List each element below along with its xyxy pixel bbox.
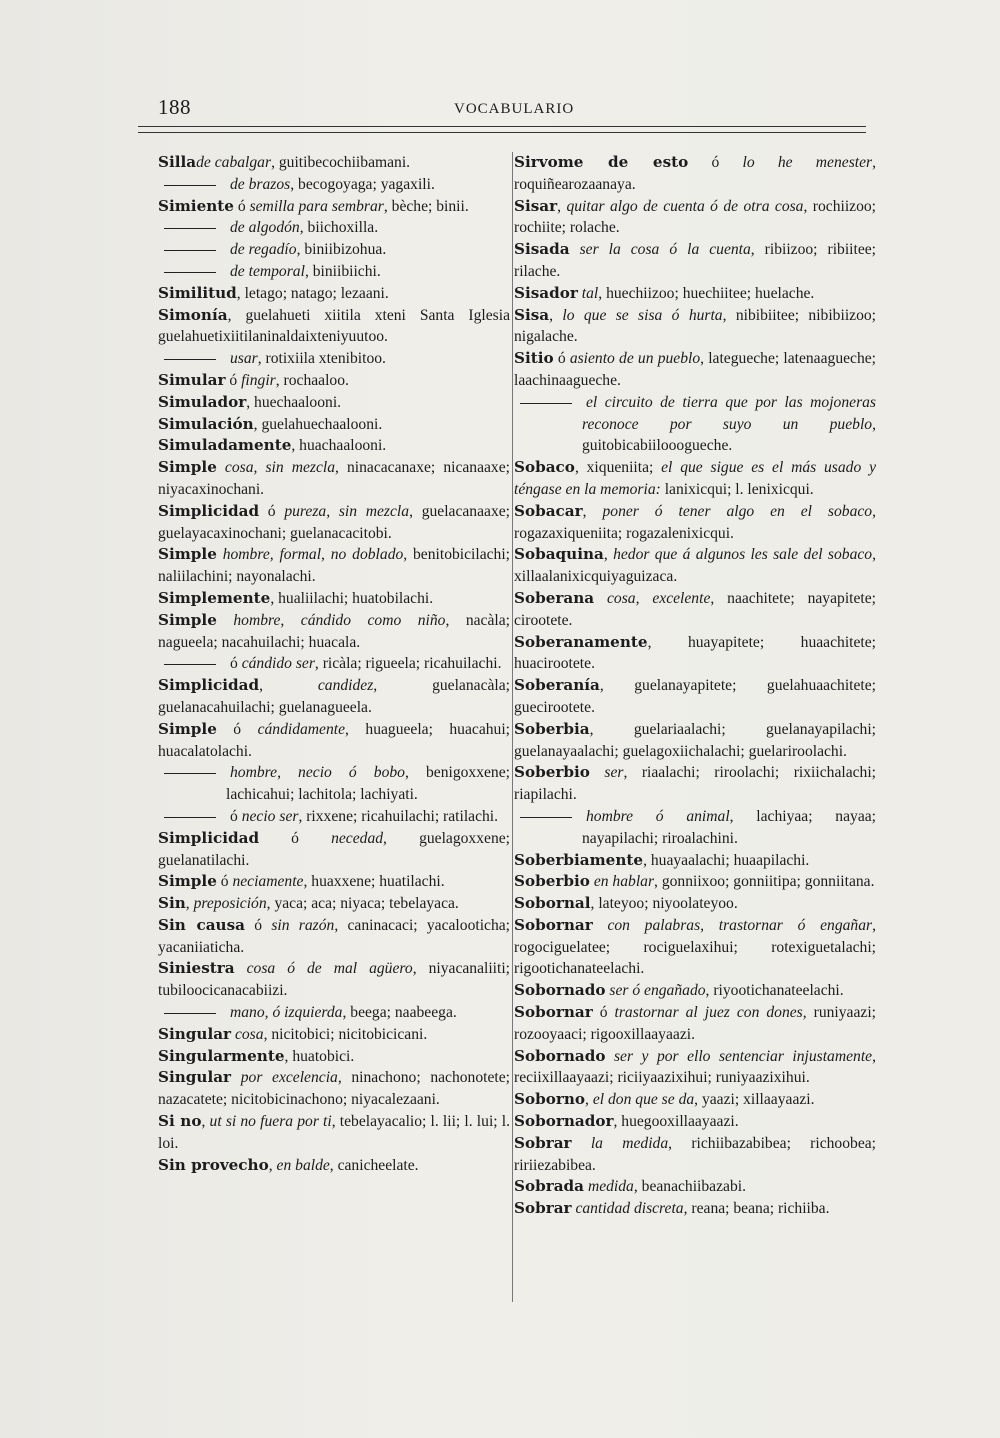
sub-entry [158,239,510,261]
dictionary-entry [514,544,876,588]
definition-text: , ribiizoo; ribiitee; rilache. [514,241,876,280]
header-rule-double [138,132,866,133]
italic-gloss: ut si no fuera por ti [209,1113,332,1131]
headword: Simplicidad [158,676,260,695]
headword: Simple [158,545,217,564]
dictionary-entry [514,1176,876,1198]
dictionary-entry [158,828,510,872]
italic-gloss: en hablar [593,873,655,891]
definition-text: , guitobicabiilooogueche. [582,415,876,455]
italic-gloss: tal [581,284,599,302]
definition-text: , xillaalanixicquiyaguizaca. [514,546,876,586]
italic-gloss: cantidad discreta [575,1200,684,1218]
definition-text: , bèche; binii. [383,197,469,215]
definition-text: , [603,546,614,564]
definition-text: , beega; naabeega. [342,1004,457,1022]
definition-text: , benitobicilachi; naliilachini; nayonalachi. [158,546,511,586]
italic-gloss: con palabras, trastornar ó engañar [607,916,873,934]
definition-text: , becogoyaga; yagaxili. [290,175,435,193]
italic-gloss: hombre, cándido como niño [233,611,446,629]
definition-text: lanixicqui; l. lenixicqui. [660,480,814,498]
header-rule [138,126,866,127]
definition-text: ó [259,502,285,520]
headword: Sin [158,894,186,913]
italic-gloss: hedor que á algunos les sale del sobaco [613,546,873,564]
headword: Sisada [514,240,570,259]
dictionary-entry [158,283,510,305]
dictionary-entry [158,370,510,392]
headword: Soberbia [514,719,590,738]
italic-gloss: mano, ó izquierda [230,1004,343,1022]
definition-text: , huagueela; huacahui; huacalatolachi. [158,720,510,760]
italic-gloss: cosa ó de mal agüero [246,960,413,978]
definition-text: , lachiyaa; nayaa; nayapilachi; riroalachini. [582,807,876,847]
definition-text: , riaalachi; riroolachi; rixiichalachi; riapilachi. [514,764,876,804]
dictionary-entry [514,1089,876,1111]
definition-text: , huachaalooni. [291,437,387,455]
definition-text: , guelagoxxene; guelanatilachi. [158,829,510,869]
italic-gloss: pureza, sin mezcla [284,502,410,520]
definition-text: , [557,197,567,215]
definition-text: ó [225,371,242,389]
headword: Sobornado [514,1046,606,1065]
headword: Sobornal [514,894,591,913]
sub-entry [158,806,510,828]
italic-gloss: medida [587,1178,634,1196]
headword: Silla [158,153,197,171]
definition-text: , riyootichanateelachi. [705,982,844,1000]
definition-text: , huechaalooni. [246,393,342,411]
italic-gloss: semilla para sembrar [249,197,384,215]
sub-entry [158,762,510,806]
dictionary-entry [158,544,510,588]
headword: Sobaco [514,458,575,477]
italic-gloss: candidez [317,677,374,695]
ditto-dash [164,359,216,360]
dictionary-entry [514,1111,876,1133]
headword: Singular [158,1068,232,1087]
dictionary-entry [158,435,510,457]
definition-text: , runiyaazi; rozooyaaci; rigooxillaayaazi. [514,1004,876,1043]
definition-text [217,459,225,476]
headword: Sirvome de esto [514,153,689,171]
definition-text: , guitibecochiibamani. [271,154,411,171]
italic-gloss: de regadío [230,241,297,259]
italic-gloss: en balde [276,1156,330,1174]
definition-text: , [549,306,563,324]
headword: Simplicidad [158,501,260,520]
italic-gloss: de algodón [230,219,300,237]
ditto-dash [520,817,572,818]
definition-text: ó [244,916,272,934]
headword: Sobrar [514,1133,572,1152]
headword: Similitud [158,283,237,302]
definition-text [572,1135,591,1152]
sub-entry [158,1002,510,1024]
italic-gloss: quitar algo de cuenta ó de otra cosa [566,197,804,215]
sub-entry [514,806,876,850]
headword: Sobornado [514,981,606,1000]
sub-entry [514,392,876,457]
italic-gloss: por excelencia [240,1069,338,1087]
definition-text [235,960,247,977]
definition-text: , canicheelate. [329,1156,419,1174]
headword: Soberanía [514,676,600,695]
dictionary-entry [158,588,510,610]
definition-text: ó [688,154,743,171]
definition-text: ó [230,655,242,673]
definition-text: , rochaaloo. [275,371,349,389]
italic-gloss: necedad [331,829,384,847]
definition-text: , guelacanaaxe; guelayacaxinochani; guelanacacitobi. [158,502,510,542]
running-title: VOCABULARIO [454,101,575,117]
dictionary-entry [158,719,510,763]
dictionary-entry [158,392,510,414]
dictionary-entry [158,501,510,545]
dictionary-entry [158,1024,510,1046]
dictionary-entry [514,1002,876,1046]
definition-text [217,612,233,629]
ditto-dash [164,1013,216,1014]
dictionary-entry [158,414,510,436]
definition-text [605,1048,614,1065]
headword: Singularmente [158,1046,285,1065]
headword: Soberanamente [514,632,648,651]
definition-text: ó [216,873,233,891]
dictionary-entry [158,152,510,174]
headword: Soborno [514,1090,586,1109]
dictionary-entry [514,283,876,305]
dictionary-entry [514,152,876,196]
definition-text: , reana; beana; richiiba. [683,1200,830,1218]
definition-text: , tebelayacalio; l. lii; l. lui; l. loi. [158,1113,510,1152]
definition-text: , reciixillaayaazi; riciiyaazixihui; runiyaazixihui. [514,1047,876,1087]
italic-gloss: de temporal [230,262,305,280]
headword: Simonía [158,305,228,324]
dictionary-entry [514,675,876,719]
italic-gloss: cosa, sin mezcla [224,459,336,477]
definition-text: ó [553,350,570,368]
headword: Sisar [514,196,558,215]
sub-entry [158,653,510,675]
headword: Sin causa [158,915,245,934]
definition-text: , ricàla; rigueela; ricahuilachi. [314,655,502,673]
dictionary-entry [514,457,876,501]
definition-text: , rochiizoo; rochiite; rolache. [514,197,877,237]
italic-gloss: lo he menester [742,154,873,171]
definition-text: , nibibiitee; nibibiizoo; nigalache. [514,306,876,346]
definition-text: , yaca; aca; niyaca; tebelayaca. [266,895,459,913]
ditto-dash [164,773,216,774]
italic-gloss: cándido ser [241,655,315,673]
headword: Sobornar [514,915,593,934]
dictionary-entry [158,675,510,719]
dictionary-entry [158,1155,510,1177]
italic-gloss: ser ó engañado [609,982,706,1000]
ditto-dash [164,228,216,229]
definition-text: , guelanayapitete; guelahuaachitete; guecirootete. [514,677,876,716]
definition-text: , biniibiichi. [304,262,381,280]
headword: Sobrada [514,1177,585,1196]
ditto-dash [164,817,216,818]
italic-gloss: asiento de un pueblo [569,350,701,368]
definition-text: , huayaalachi; huaapilachi. [643,851,810,869]
headword: Singular [158,1024,232,1043]
headword: Simulación [158,414,254,433]
definition-text: , [268,1156,277,1174]
ditto-dash [164,272,216,273]
dictionary-entry [514,348,876,392]
definition-text [231,1069,241,1086]
dictionary-entry [158,893,510,915]
definition-text [570,241,580,258]
definition-text: , huegooxillaayaazi. [613,1113,739,1131]
definition-text: ó [592,1004,615,1022]
definition-text [593,917,608,934]
definition-text: , xiqueniita; [574,459,662,477]
definition-text: , nicitobici; nicitobicicani. [263,1025,428,1043]
definition-text: , benigoxxene; lachicahui; lachitola; lachiyati. [226,764,510,804]
dictionary-entry [514,196,876,240]
ditto-dash [164,664,216,665]
definition-text: , huayapitete; huaachitete; huacirootete. [514,633,876,673]
headword: Sobornar [514,1003,593,1022]
definition-text: , roquiñearozaanaya. [514,154,876,193]
definition-text: , biniibizohua. [296,241,387,259]
italic-gloss: de brazos [230,175,291,193]
italic-gloss: cosa, excelente [607,589,711,607]
definition-text: , [582,502,603,520]
definition-text: , hualiilachi; huatobilachi. [270,589,434,607]
headword: Soberbio [514,872,590,891]
headword: Simple [158,610,217,629]
dictionary-entry [158,871,510,893]
definition-text: ó [233,197,250,215]
italic-gloss: el circuito de tierra que por las mojoneras reconoce por suyo un pueblo [582,393,876,433]
dictionary-entry [158,1111,510,1155]
definition-text: , yaazi; xillaayaazi. [694,1091,815,1109]
headword: Sin provecho [158,1155,269,1174]
dictionary-entry [158,1067,510,1111]
definition-text: , lategueche; latenaagueche; laachinaagueche. [514,350,877,389]
dictionary-entry [514,1046,876,1090]
left-column [158,152,510,1176]
headword: Simiente [158,196,234,215]
dictionary-entry [514,632,876,676]
italic-gloss: ser [604,764,624,782]
definition-text: , guelahuechaalooni. [253,415,383,433]
dictionary-entry [514,1198,876,1220]
sub-entry [158,217,510,239]
definition-text: , guelariaalachi; guelanayapilachi; guelanayaalachi; guelagoxiichalachi; guelariroolachi. [514,720,876,760]
italic-gloss: neciamente [232,873,304,891]
sub-entry [158,348,510,370]
definition-text: , rotixiila xtenibitoo. [257,350,386,368]
italic-gloss: preposición [193,895,267,913]
ditto-dash [164,185,216,186]
page-header [158,95,868,125]
dictionary-entry [158,305,510,349]
italic-gloss: el que sigue es el más usado y téngase en la memoria: [514,459,876,498]
dictionary-entry [514,719,876,763]
dictionary-entry [158,915,510,959]
dictionary-entry [514,893,876,915]
italic-gloss: ser la cosa ó la cuenta [579,241,751,259]
headword: Soberana [514,588,595,607]
italic-gloss: cándidamente [257,720,346,738]
headword: Sobacar [514,501,583,520]
definition-text: , ninachono; nachonotete; nazacatete; nicitobicinachono; niyacalezaani. [158,1069,510,1109]
definition-text: , gonniixoo; gonniitipa; gonniitana. [654,873,875,891]
headword: Sisador [514,283,578,302]
italic-gloss: la medida [590,1134,669,1152]
headword: Siniestra [158,959,235,978]
headword: Si no [158,1112,202,1131]
sub-entry [158,174,510,196]
headword: Simulador [158,392,247,411]
dictionary-entry [514,1133,876,1177]
italic-gloss: necio ser [241,807,299,825]
definition-text: , guelanacàla; guelanacahuilachi; guelanagueela. [158,677,511,716]
headword: Simuladamente [158,436,292,455]
headword: Sobrar [514,1199,572,1218]
italic-gloss: trastornar al juez con dones [614,1004,803,1022]
dictionary-entry [158,457,510,501]
definition-text: , huechiizoo; huechiitee; huelache. [598,284,815,302]
dictionary-entry [158,196,510,218]
headword: Sisa [514,305,550,324]
ditto-dash [164,250,216,251]
definition-text: , richiibazabibea; richoobea; ririiezabibea. [514,1134,876,1174]
dictionary-entry [158,1046,510,1068]
definition-text: , letago; natago; lezaani. [236,284,389,302]
italic-gloss: hombre, necio ó bobo [230,764,405,782]
italic-gloss: hombre ó animal [586,807,730,825]
definition-text: , rixxene; ricahuilachi; ratilachi. [298,807,499,825]
italic-gloss: el don que se da [592,1091,695,1109]
definition-text: , guelahueti xiitila xteni Santa Iglesia guelahuetixiitilaninaldaixteniyuutoo. [158,306,510,346]
italic-gloss: ser y por ello sentenciar injustamente [613,1047,873,1065]
headword: Soberbio [514,763,590,782]
definition-text: ó [216,720,258,738]
definition-text: , [201,1113,210,1131]
definition-text: , niyacanaliiti; tubiloocicanacabiizi. [158,960,510,1000]
italic-gloss: poner ó tener algo en el sobaco [602,502,873,520]
definition-text: , lateyoo; niyoolateyoo. [590,895,738,913]
ditto-dash [520,403,572,404]
dictionary-entry [158,958,510,1002]
page-number: 188 [158,95,191,119]
definition-text: ó [230,807,242,825]
italic-gloss: cosa [234,1025,264,1043]
italic-gloss: usar [230,350,258,368]
definition-text: , caninacaci; yacalooticha; yacaniiaticha. [158,916,510,956]
dictionary-entry [514,501,876,545]
definition-text: , nacàla; nagueela; nacahuilachi; huacala. [158,611,510,651]
definition-text: , naachitete; nayapitete; cirootete. [514,589,876,629]
right-column [514,152,876,1220]
headword: Sobaquina [514,545,604,564]
dictionary-entry [158,610,510,654]
headword: Simplemente [158,588,271,607]
italic-gloss: sin razón [271,916,335,934]
definition-text: , biichoxilla. [299,219,379,237]
italic-gloss: lo que se sisa ó hurta [562,306,723,324]
italic-gloss: de cabalgar [196,154,272,171]
definition-text: , [185,895,194,913]
dictionary-entry [514,305,876,349]
definition-text [590,764,604,781]
dictionary-entry [514,980,876,1002]
italic-gloss: fingir [241,371,276,389]
definition-text: , huatobici. [284,1047,355,1065]
headword: Soberbiamente [514,850,644,869]
dictionary-entry [514,239,876,283]
headword: Simple [158,872,217,891]
headword: Simple [158,719,217,738]
definition-text [594,590,607,607]
headword: Simplicidad [158,828,260,847]
definition-text: ó [259,829,332,847]
headword: Simple [158,458,217,477]
italic-gloss: hombre, formal, no doblado [222,546,404,564]
definition-text: , beanachiibazabi. [633,1178,746,1196]
dictionary-entry [514,850,876,872]
column-divider [512,152,513,1302]
dictionary-entry [514,588,876,632]
dictionary-entry [514,762,876,806]
dictionary-entry [514,871,876,893]
definition-text: , ninacacanaxe; nicanaaxe; niyacaxinochani. [158,459,510,498]
headword: Sitio [514,349,554,368]
headword: Simular [158,370,226,389]
definition-text: , [259,677,318,695]
definition-text: , [585,1091,593,1109]
headword: Sobornador [514,1112,614,1131]
definition-text: , rogazaxiqueniita; rogazalenixicqui. [514,502,877,542]
sub-entry [158,261,510,283]
dictionary-entry [514,915,876,980]
definition-text: , huaxxene; huatilachi. [303,873,445,891]
definition-text: , rogociguelatee; rociguelaxihui; rotexiguetalachi; rigootichanateelachi. [514,916,876,978]
